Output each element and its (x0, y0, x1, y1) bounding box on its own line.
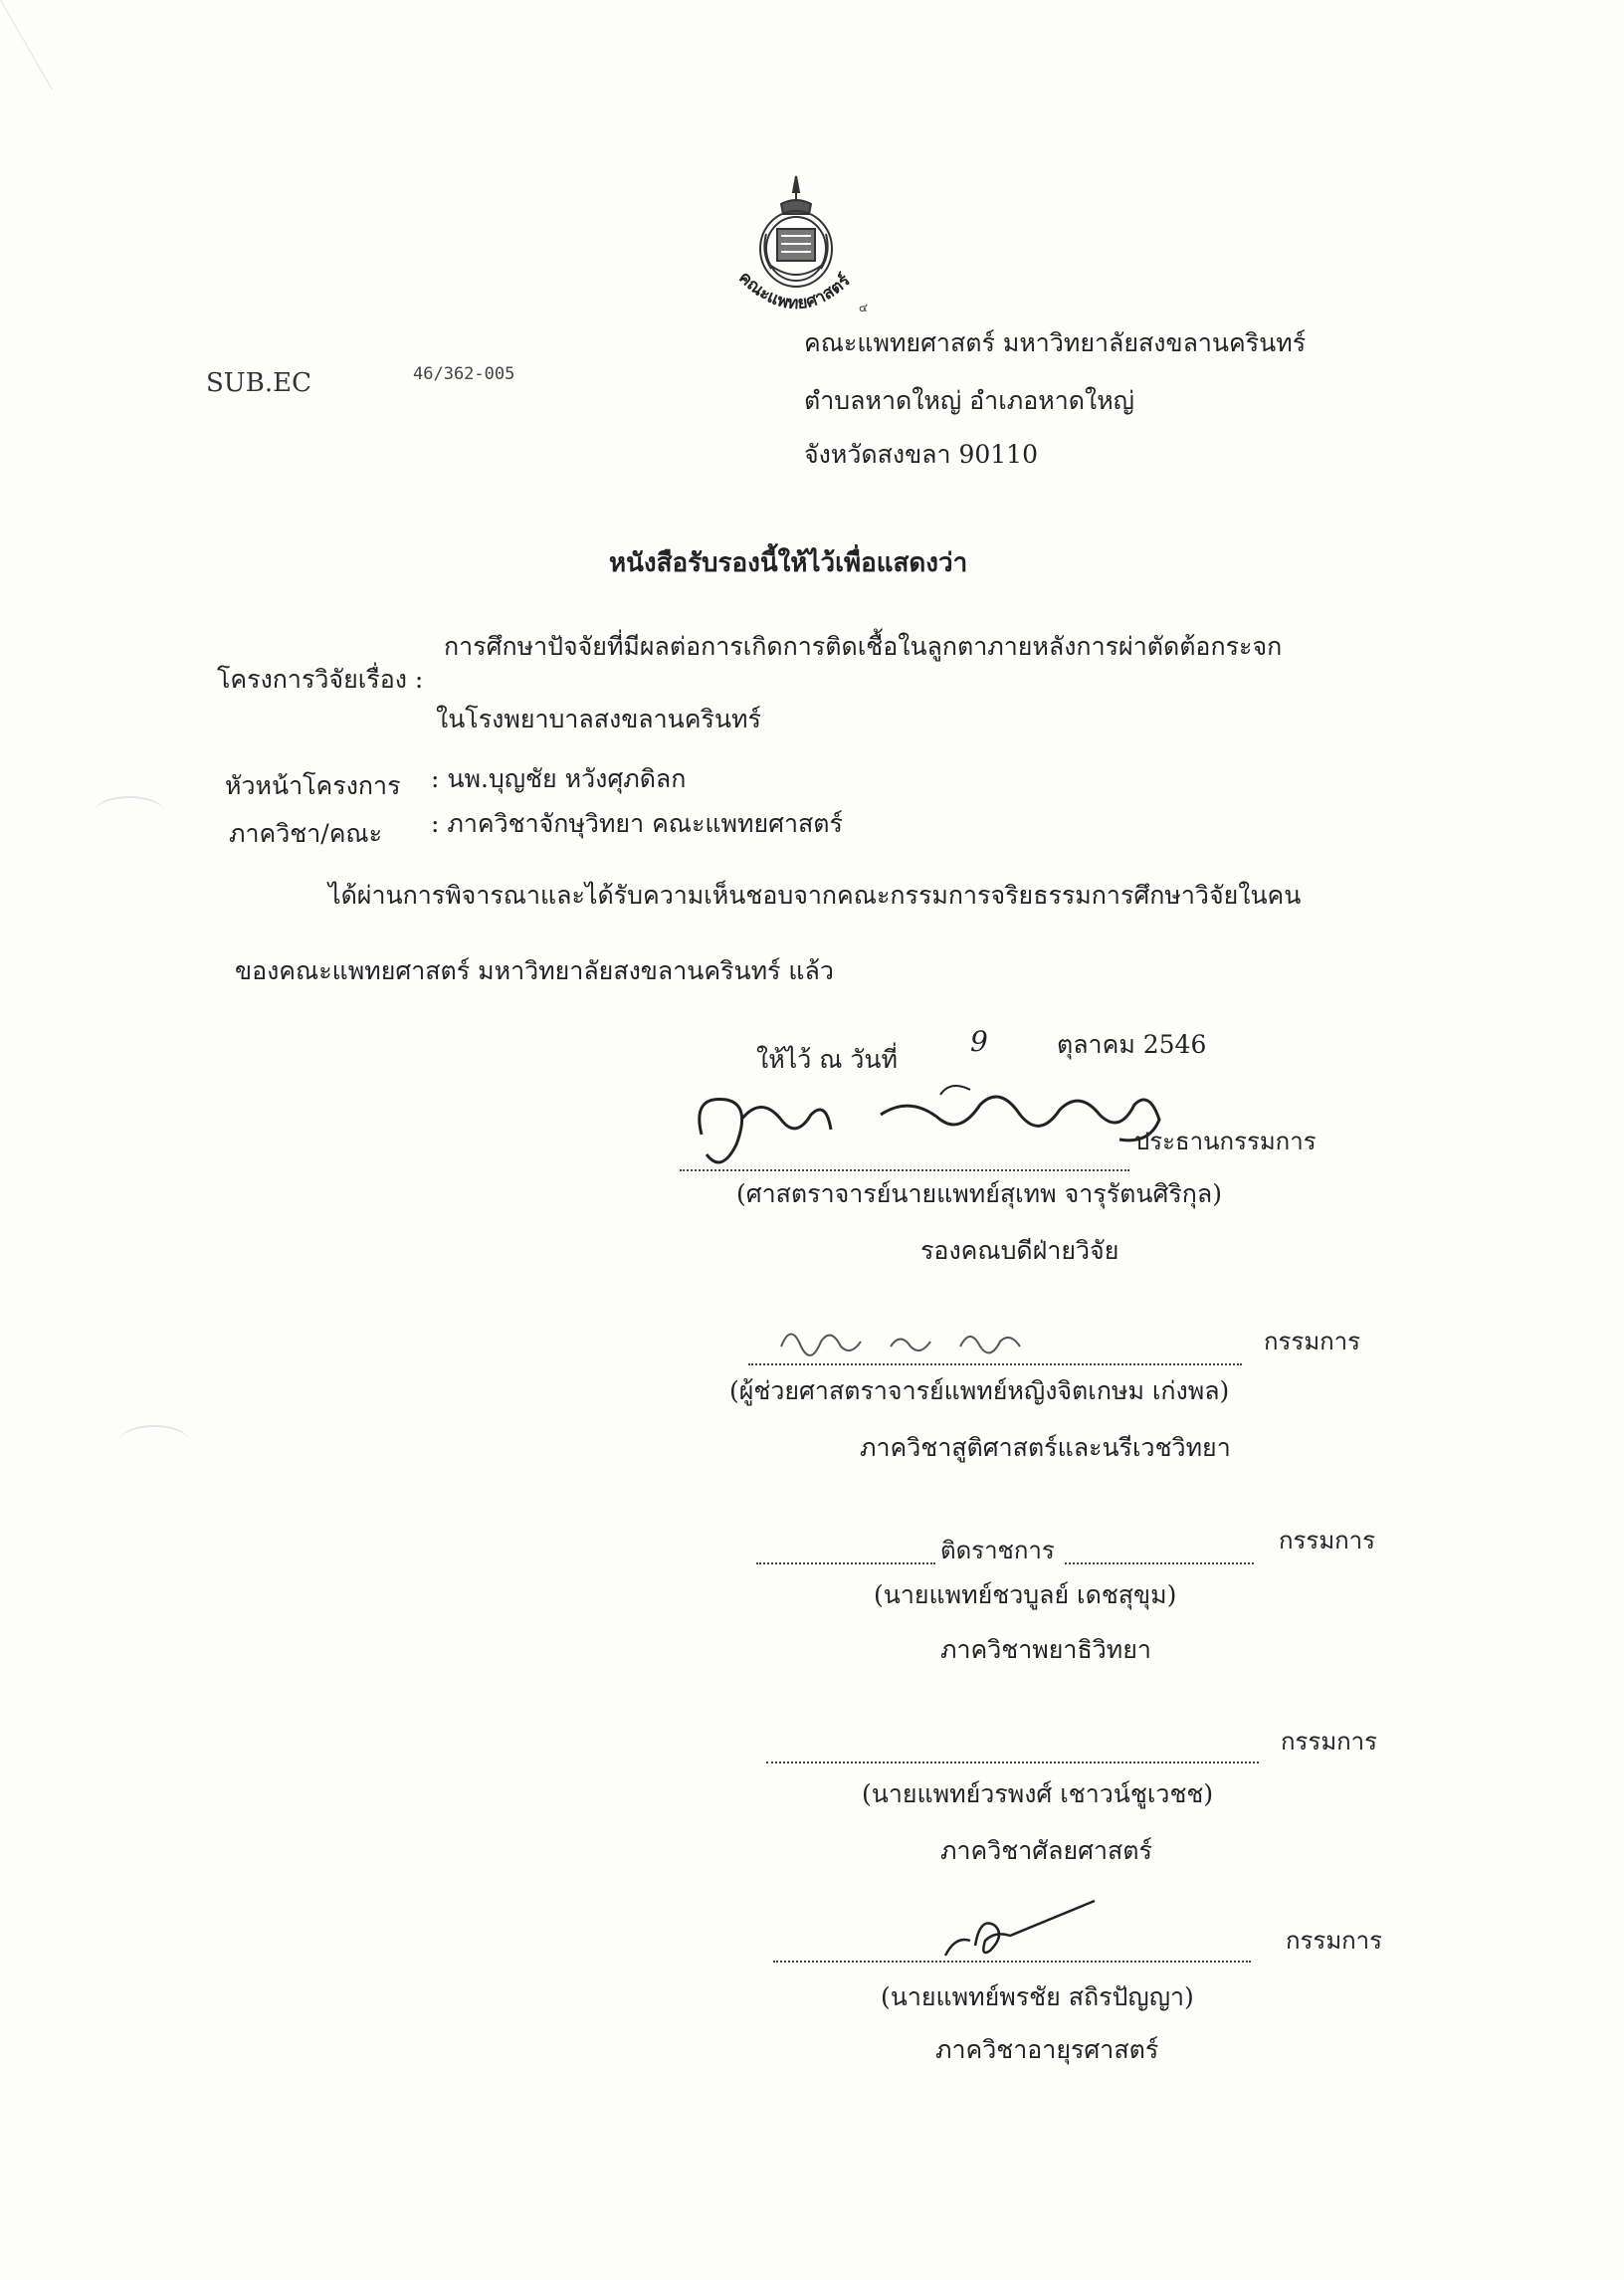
signatory-position: ภาควิชาพยาธิวิทยา (940, 1635, 1151, 1664)
project-head-label: หัวหน้าโครงการ (225, 771, 401, 800)
signature-line (748, 1363, 1242, 1365)
scan-corner-mark (0, 0, 132, 90)
svg-text:๔: ๔ (859, 301, 869, 314)
approval-statement: ของคณะแพทยศาสตร์ มหาวิทยาลัยสงขลานครินทร์ แล้ว (235, 956, 834, 985)
signature-line-note: ติดราชการ (940, 1537, 1055, 1564)
signatory-position: ภาควิชาศัลยศาสตร์ (940, 1836, 1152, 1865)
department-value: : ภาควิชาจักษุวิทยา คณะแพทยศาสตร์ (431, 809, 843, 838)
sub-code: SUB.EC (206, 368, 311, 398)
punch-hole-mark (95, 796, 164, 828)
signatory-name: (นายแพทย์พรชัย สถิรปัญญา) (881, 1982, 1194, 2011)
signatory-role: ประธานกรรมการ (1134, 1128, 1317, 1155)
date-month-year: ตุลาคม 2546 (1057, 1030, 1207, 1059)
committee-signature (771, 1312, 1070, 1371)
chair-signature (682, 1075, 1179, 1184)
seal-caption: คณะแพทยศาสตร์ (734, 267, 855, 314)
signature-line (773, 1961, 1251, 1963)
project-head-value: : นพ.บุญชัย หวังศุภดิลก (431, 764, 687, 793)
punch-hole-mark (119, 1425, 189, 1457)
reference-number: 46/362-005 (413, 364, 515, 384)
signatory-name: (นายแพทย์วรพงศ์ เชาวน์ชูเวชช) (862, 1779, 1214, 1808)
project-title-line: การศึกษาปัจจัยที่มีผลต่อการเกิดการติดเชื้อในลูกตาภายหลังการผ่าตัดต้อกระจก (444, 632, 1283, 661)
signatory-role: กรรมการ (1286, 1927, 1383, 1955)
address-line: ตำบลหาดใหญ่ อำเภอหาดใหญ่ (804, 386, 1134, 415)
signature-line (680, 1169, 1129, 1171)
project-title-line: ในโรงพยาบาลสงขลานครินทร์ (436, 705, 761, 733)
document-title: หนังสือรับรองนี้ให้ไว้เพื่อแสดงว่า (609, 548, 968, 578)
signatory-position: ภาควิชาสูติศาสตร์และนรีเวชวิทยา (860, 1433, 1231, 1462)
signatory-name: (ศาสตราจารย์นายแพทย์สุเทพ จารุรัตนศิริกุล) (736, 1179, 1222, 1208)
committee-signature (935, 1896, 1115, 1966)
signatory-name: (นายแพทย์ชวบูลย์ เดชสุขุม) (874, 1580, 1177, 1609)
signatory-position: ภาควิชาอายุรศาสตร์ (935, 2035, 1159, 2064)
signatory-role: กรรมการ (1279, 1527, 1376, 1555)
signatory-name: (ผู้ช่วยศาสตราจารย์แพทย์หญิงจิตเกษม เก่งพล) (729, 1376, 1230, 1405)
signature-line (1065, 1562, 1254, 1564)
signatory-role: กรรมการ (1264, 1328, 1361, 1355)
date-prefix: ให้ไว้ ณ วันที่ (756, 1045, 898, 1074)
project-title-label: โครงการวิจัยเรื่อง : (217, 665, 424, 694)
address-line: จังหวัดสงขลา 90110 (804, 440, 1038, 469)
approval-statement: ได้ผ่านการพิจารณาและได้รับความเห็นชอบจากคณะกรรมการจริยธรรมการศึกษาวิจัยในคน (328, 881, 1302, 910)
signature-line (766, 1762, 1259, 1763)
faculty-seal-logo (721, 174, 871, 323)
signature-line (756, 1562, 935, 1564)
department-label: ภาควิชา/คณะ (229, 819, 383, 848)
signatory-role: กรรมการ (1281, 1728, 1378, 1756)
signatory-position: รองคณบดีฝ่ายวิจัย (920, 1236, 1119, 1265)
date-day-handwritten: 9 (970, 1025, 988, 1058)
address-line: คณะแพทยศาสตร์ มหาวิทยาลัยสงขลานครินทร์ (804, 328, 1307, 357)
